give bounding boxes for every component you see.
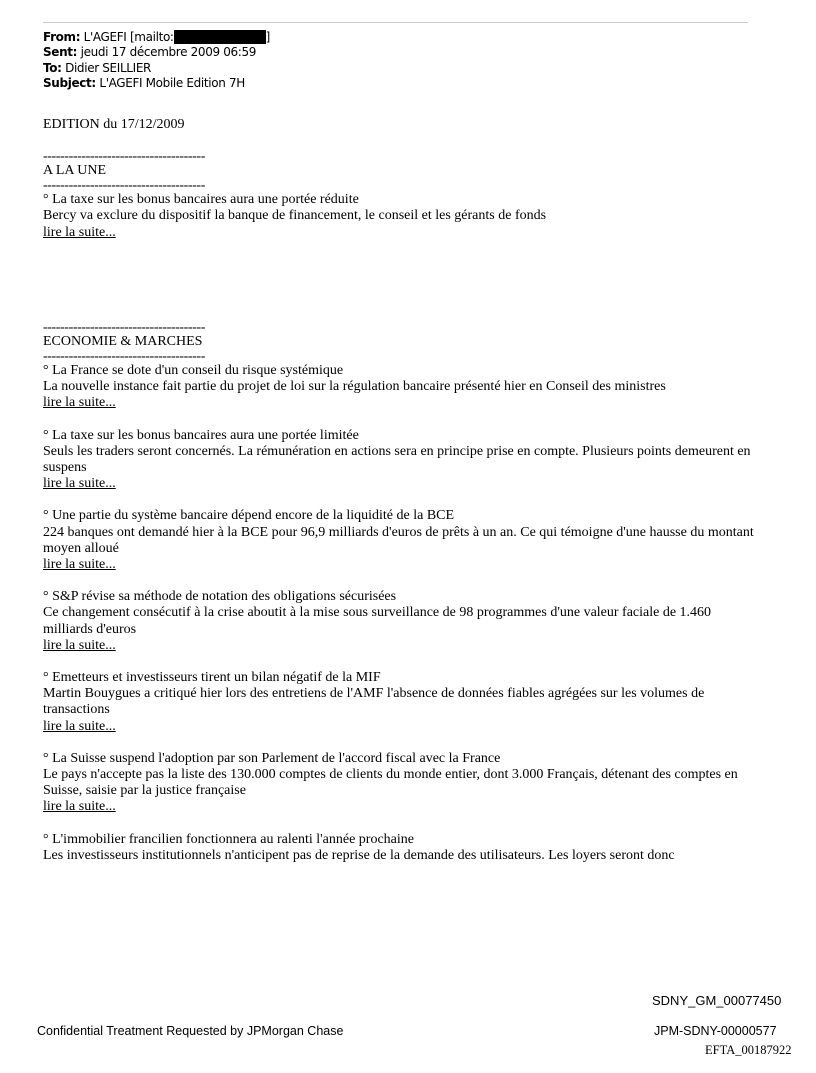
to-value: Didier SEILLIER xyxy=(65,60,152,75)
sent-line xyxy=(43,45,270,60)
section-separator: -------------------------------------- xyxy=(43,320,205,334)
email-header xyxy=(43,30,270,91)
article-headline: ° S&P révise sa méthode de notation des obligations sécurisées xyxy=(43,589,397,605)
article xyxy=(43,670,763,735)
article-headline: ° La taxe sur les bonus bancaires aura une portée réduite xyxy=(43,192,359,208)
section-separator: -------------------------------------- xyxy=(43,350,205,364)
redaction-bar xyxy=(174,30,266,44)
subject-label: Subject: xyxy=(43,75,96,90)
section-title-a-la-une: A LA UNE xyxy=(43,163,106,178)
article xyxy=(43,751,763,816)
article xyxy=(43,508,763,573)
article-headline: ° La taxe sur les bonus bancaires aura une portée limitée xyxy=(43,427,359,443)
read-more-link[interactable]: lire la suite... xyxy=(43,224,116,240)
read-more-link[interactable]: lire la suite... xyxy=(43,799,116,815)
article-headline: ° Une partie du système bancaire dépend encore de la liquidité de la BCE xyxy=(43,508,455,524)
read-more-link[interactable]: lire la suite... xyxy=(43,557,116,573)
article xyxy=(43,832,763,864)
article-summary: Le pays n'accepte pas la liste des 130.000 comptes de clients du monde entier, dont 3.000 Français, détenant des comptes en Suisse, saisie par la justice française xyxy=(43,767,738,799)
article-summary: Bercy va exclure du dispositif la banque de financement, le conseil et les gérants de fonds xyxy=(43,208,547,224)
subject-value: L'AGEFI Mobile Edition 7H xyxy=(99,75,245,90)
sent-label: Sent: xyxy=(43,45,78,60)
bates-number-bottom: JPM-SDNY-00000577 xyxy=(654,1024,777,1038)
from-label: From: xyxy=(43,30,81,44)
section-separator: -------------------------------------- xyxy=(43,150,205,163)
from-line xyxy=(43,30,270,45)
spacer xyxy=(43,257,763,321)
top-divider xyxy=(43,22,748,23)
article xyxy=(43,428,763,493)
article-summary: Seuls les traders seront concernés. La rémunération en actions sera en principe prise en compte. Plusieurs points demeurent en suspens xyxy=(43,443,751,476)
section-separator: -------------------------------------- xyxy=(43,179,205,193)
article-summary: 224 banques ont demandé hier à la BCE pour 96,9 milliards d'euros de prêts à un an. Ce qui témoigne d'une hausse du montant moyen alloué xyxy=(43,524,754,556)
to-line xyxy=(43,61,270,76)
from-value: L'AGEFI [mailto: xyxy=(83,30,174,44)
article xyxy=(43,192,763,241)
article xyxy=(43,589,763,654)
read-more-link[interactable]: lire la suite... xyxy=(43,637,116,653)
article-headline: ° La Suisse suspend l'adoption par son Parlement de l'accord fiscal avec la France xyxy=(43,750,501,766)
read-more-link[interactable]: lire la suite... xyxy=(43,476,116,492)
article-headline: ° Emetteurs et investisseurs tirent un bilan négatif de la MIF xyxy=(43,670,381,686)
article-summary: Ce changement consécutif à la crise aboutit à la mise sous surveillance de 98 programmes d'une valeur faciale de 1.460 milliards d'euros xyxy=(43,605,712,637)
confidential-notice: Confidential Treatment Requested by JPMorgan Chase xyxy=(37,1024,344,1038)
article-headline: ° La France se dote d'un conseil du risque systémique xyxy=(43,363,344,379)
edition-date: EDITION du 17/12/2009 xyxy=(43,117,185,132)
to-label: To: xyxy=(43,60,62,75)
article-summary: La nouvelle instance fait partie du projet de loi sur la régulation bancaire présenté hier en Conseil des ministres xyxy=(43,379,666,395)
from-close: ] xyxy=(265,30,270,44)
read-more-link[interactable]: lire la suite... xyxy=(43,718,116,734)
sent-value: jeudi 17 décembre 2009 06:59 xyxy=(80,45,257,60)
article-summary: Les investisseurs institutionnels n'anticipent pas de reprise de la demande des utilisateurs. Les loyers seront donc xyxy=(43,847,675,863)
subject-line xyxy=(43,76,270,91)
newsletter-body xyxy=(43,150,763,880)
section-title-economie-marches: ECONOMIE & MARCHES xyxy=(43,333,203,349)
article-headline: ° L'immobilier francilien fonctionnera au ralenti l'année prochaine xyxy=(43,831,414,847)
efta-number: EFTA_00187922 xyxy=(705,1043,792,1057)
article-summary: Martin Bouygues a critiqué hier lors des entretiens de l'AMF l'absence de données fiables agrégées sur les volumes de transactions xyxy=(43,686,705,718)
article xyxy=(43,363,763,412)
read-more-link[interactable]: lire la suite... xyxy=(43,395,116,411)
bates-number-top: SDNY_GM_00077450 xyxy=(652,993,782,1008)
